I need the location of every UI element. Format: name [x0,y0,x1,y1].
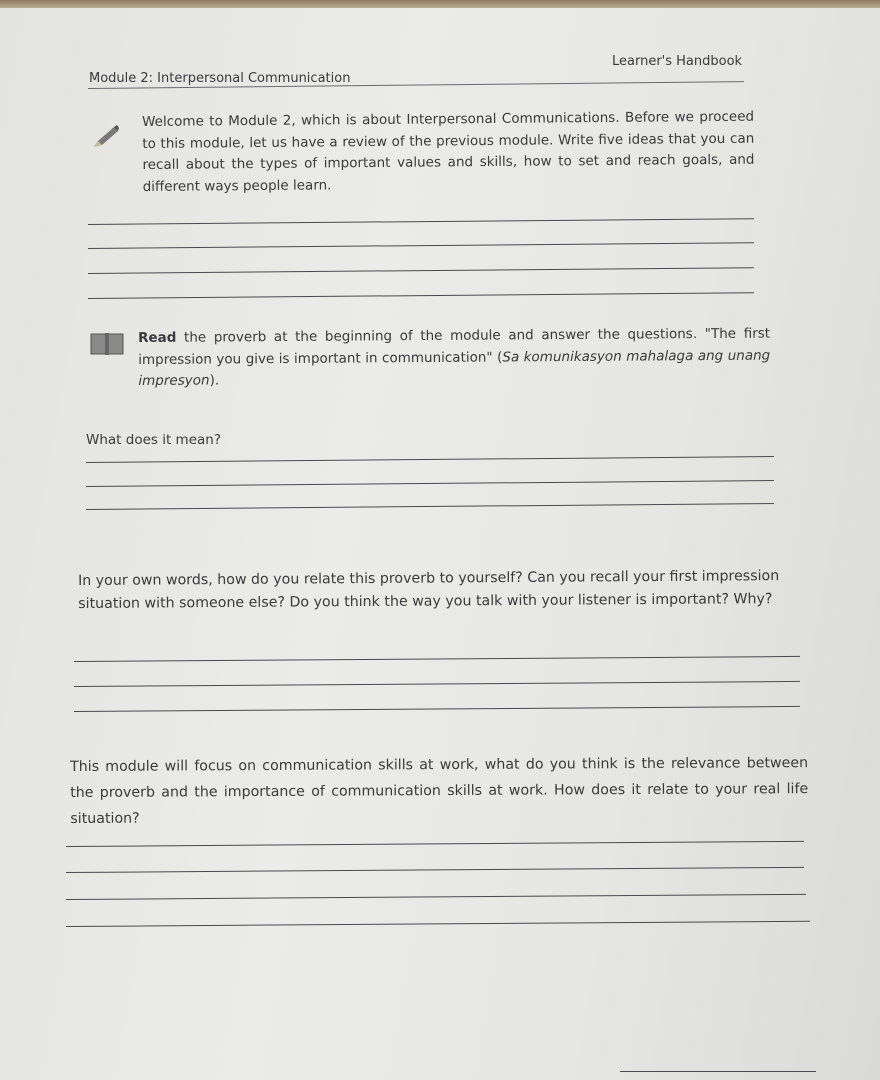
answer-line-10[interactable] [74,706,800,712]
answer-line-12[interactable] [66,867,804,873]
bottom-rule [620,1071,816,1072]
proverb-end: ). [209,372,220,389]
answer-line-4[interactable] [88,292,754,299]
answer-line-7[interactable] [86,503,774,510]
book-icon [90,332,124,356]
question-relate: In your own words, how do you relate this proverb to yourself? Can you recall your first impression situation with someone else? Do you think the way you talk with your listener is important? Why? [78,568,780,612]
pencil-icon [90,121,120,151]
answer-line-8[interactable] [74,656,800,662]
answer-line-5[interactable] [86,456,774,463]
review-instructions: Welcome to Module 2, which is about Interpersonal Communications. Before we proceed to this module, let us have a review of the previous module. Write five ideas that you can recall about the types of important values and skills, how to set and reach goals, and different ways people learn. [142,108,755,195]
answer-line-14[interactable] [66,921,810,927]
read-label: Read [138,329,177,346]
question-meaning: What does it mean? [86,432,222,448]
handbook-label: Learner's Handbook [612,54,743,69]
proverb-text: the proverb at the beginning of the module and answer the questions. "The first impression you give is important in communication" ( [138,325,771,368]
answer-line-3[interactable] [88,267,754,274]
proverb-translation: Sa komunikasyon mahalaga ang unang impresyon [138,347,771,389]
answer-line-2[interactable] [88,242,754,249]
question-relevance: This module will focus on communication skills at work, what do you think is the relevance between the proverb and the importance of communication skills at work. How does it relate to your real life situation? [70,755,809,827]
answer-line-11[interactable] [66,841,804,847]
module-title: Module 2: Interpersonal Communication [89,71,351,86]
answer-line-6[interactable] [86,480,774,487]
worksheet-page [0,8,880,1080]
answer-line-9[interactable] [74,681,800,687]
answer-line-1[interactable] [88,218,754,225]
proverb-instructions [138,324,770,393]
answer-line-13[interactable] [66,894,806,900]
